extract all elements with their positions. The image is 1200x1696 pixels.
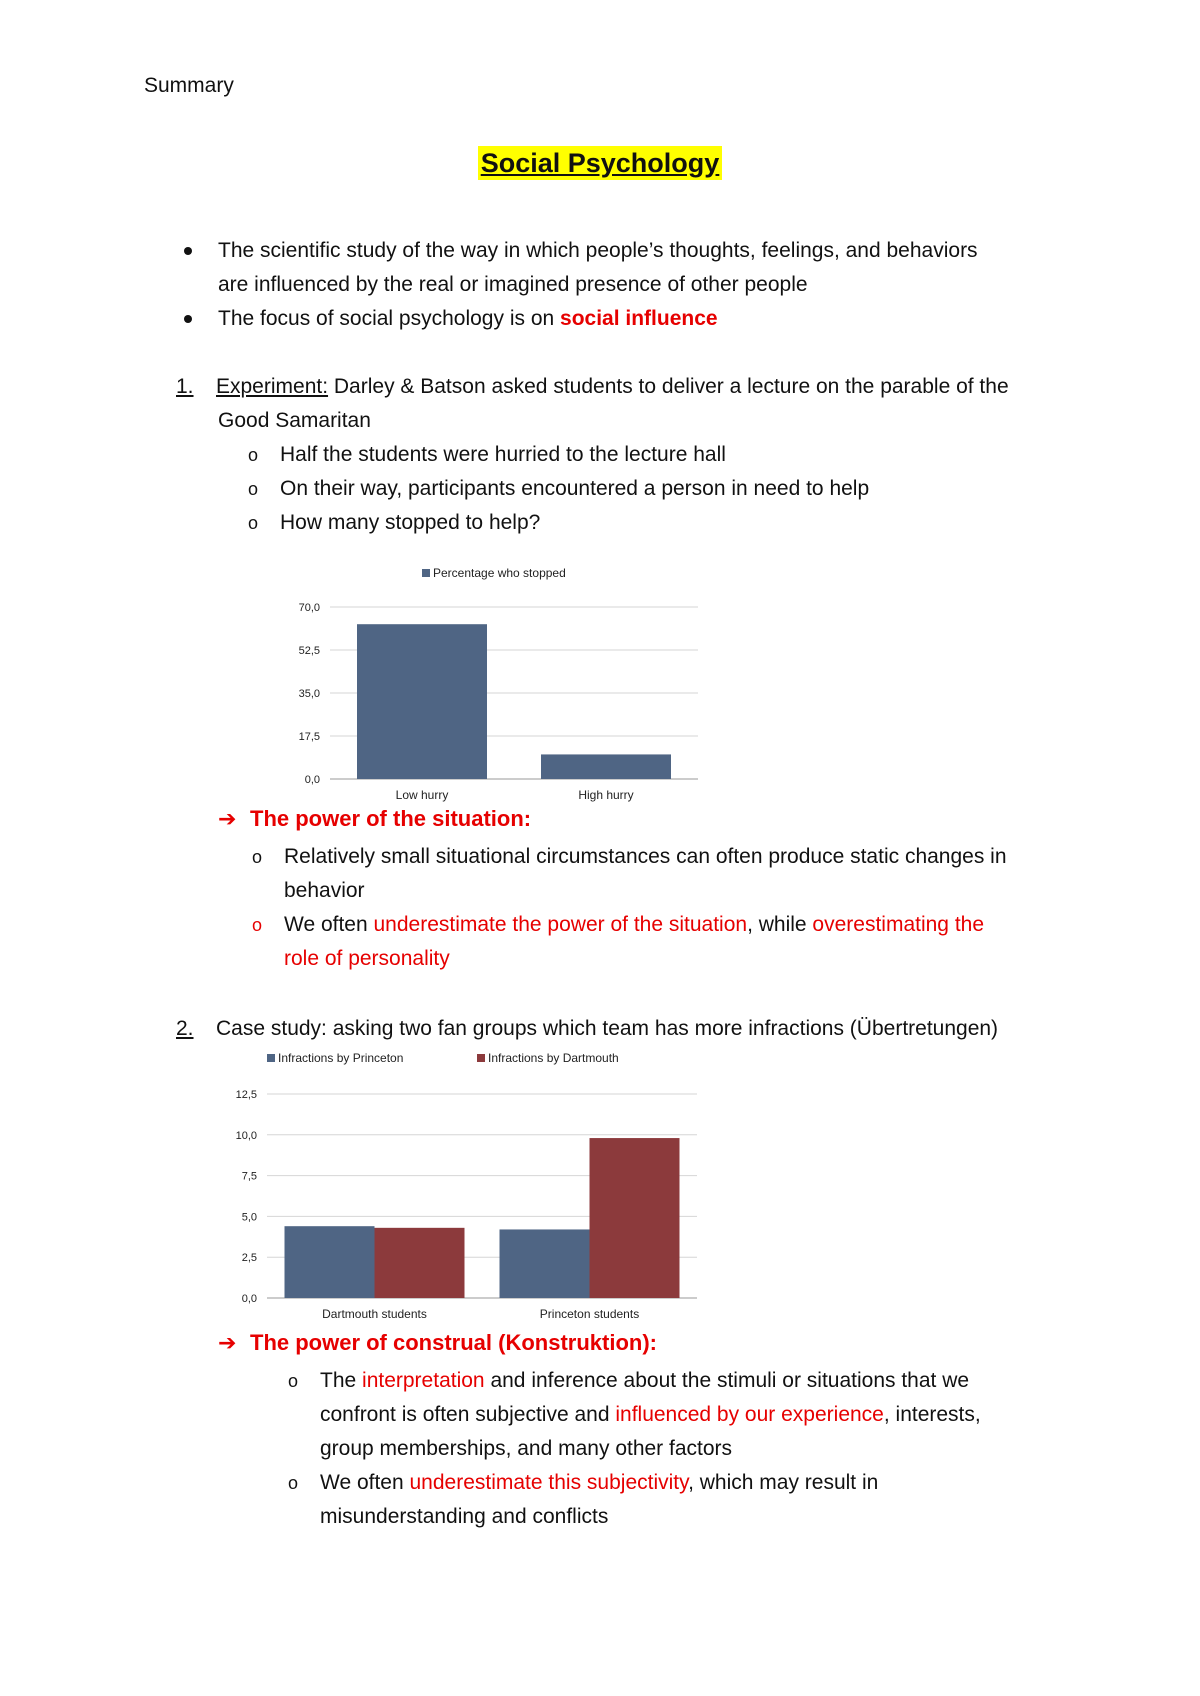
conclusion-construal	[218, 1330, 657, 1356]
highlight-text: underestimate this subjectivity	[409, 1471, 689, 1494]
title-container	[0, 146, 1200, 180]
legend-label: Percentage who stopped	[433, 566, 566, 580]
legend-swatch	[477, 1054, 485, 1062]
highlight-text: overestimating the	[812, 913, 985, 936]
bar	[375, 1228, 465, 1298]
section-text: Case study: asking two fan groups which team has more infractions (Übertretungen)	[216, 1017, 999, 1040]
y-tick-label: 70,0	[298, 602, 320, 614]
list-item-text: and inference about the stimuli or situations that we	[484, 1369, 970, 1392]
experiment-list	[248, 438, 1076, 540]
conclusion-situation	[218, 806, 531, 832]
list-item	[248, 472, 1076, 506]
circle-bullet-icon: o	[288, 1473, 299, 1493]
list-item	[248, 438, 1076, 472]
list-item-text: misunderstanding and conflicts	[320, 1505, 609, 1528]
bar	[590, 1138, 680, 1298]
highlight-text: role of personality	[284, 947, 450, 970]
legend-label: Infractions by Princeton	[278, 1051, 404, 1065]
list-item-text: group memberships, and many other factors	[320, 1437, 733, 1460]
section-experiment	[176, 370, 1076, 540]
highlight-text: underestimate the power of the situation	[373, 913, 748, 936]
section-heading	[176, 370, 1076, 404]
bullet-text: The scientific study of the way in which people’s thoughts, feelings, and behaviors	[218, 239, 978, 262]
x-tick-label: Princeton students	[539, 1307, 640, 1321]
list-item-text: On their way, participants encountered a person in need to help	[280, 477, 870, 500]
bullet-dot-icon	[184, 247, 192, 255]
list-item	[288, 1466, 1088, 1534]
list-item	[252, 908, 1102, 976]
list-item-text: The	[320, 1369, 363, 1392]
bullet-text: The focus of social psychology is on	[218, 307, 561, 330]
list-item-text: How many stopped to help?	[280, 511, 541, 534]
bar	[500, 1229, 590, 1298]
list-item-text: Half the students were hurried to the lecture hall	[280, 443, 726, 466]
chart-percentage-stopped	[280, 555, 710, 805]
bar	[541, 754, 671, 779]
x-tick-label: High hurry	[578, 788, 634, 802]
construal-points	[288, 1364, 1088, 1534]
section-text: Darley & Batson asked students to deliver a lecture on the parable of the	[328, 375, 1009, 398]
legend-swatch	[267, 1054, 275, 1062]
intro-bullet-list	[176, 234, 1076, 336]
x-tick-label: Low hurry	[395, 788, 449, 802]
intro-bullet	[176, 302, 1076, 336]
circle-bullet-icon: o	[248, 513, 259, 533]
list-item-text: behavior	[284, 879, 365, 902]
list-item-text: , interests,	[883, 1403, 981, 1426]
list-item	[288, 1364, 1088, 1466]
highlight-text: interpretation	[362, 1369, 485, 1392]
bar	[285, 1226, 375, 1298]
y-tick-label: 52,5	[298, 645, 320, 657]
construal-list	[288, 1364, 1088, 1534]
section-number: 2.	[176, 1017, 194, 1040]
section-text-cont: Good Samaritan	[218, 409, 371, 432]
situation-points	[252, 840, 1102, 976]
chart-infractions	[215, 1040, 715, 1330]
y-tick-label: 17,5	[298, 731, 320, 743]
list-item-text: We often	[284, 913, 374, 936]
x-tick-label: Dartmouth students	[322, 1307, 427, 1321]
y-tick-label: 2,5	[241, 1252, 257, 1265]
list-item-text: Relatively small situational circumstances can often produce static changes in	[284, 845, 1007, 868]
conclusion-text: The power of the situation:	[250, 806, 532, 831]
bar	[357, 624, 487, 779]
y-tick-label: 10,0	[235, 1129, 257, 1142]
situation-list	[252, 840, 1102, 976]
y-tick-label: 12,5	[235, 1089, 257, 1101]
y-tick-label: 5,0	[241, 1211, 257, 1224]
y-tick-label: 35,0	[298, 688, 320, 700]
circle-bullet-icon: o	[252, 915, 263, 935]
list-item-text: , while	[747, 913, 813, 936]
y-tick-label: 0,0	[304, 774, 320, 786]
page-header: Summary	[144, 74, 234, 97]
list-item	[252, 840, 1102, 908]
circle-bullet-icon: o	[288, 1371, 299, 1391]
list-item-text: , which may result in	[688, 1471, 879, 1494]
list-item-text: confront is often subjective and	[320, 1403, 616, 1426]
bullet-text: are influenced by the real or imagined presence of other people	[218, 273, 808, 296]
legend-label: Infractions by Dartmouth	[488, 1051, 619, 1065]
section-label: Experiment:	[216, 375, 329, 398]
circle-bullet-icon: o	[248, 479, 259, 499]
intro-bullet	[176, 234, 1076, 302]
bullet-dot-icon	[184, 315, 192, 323]
highlight-text: influenced by our experience	[615, 1403, 884, 1426]
conclusion-text: The power of construal (Konstruktion):	[250, 1330, 657, 1355]
list-item-text: We often	[320, 1471, 410, 1494]
arrow-right-icon: ➔	[218, 1330, 237, 1355]
y-tick-label: 0,0	[241, 1293, 257, 1305]
section-number: 1.	[176, 375, 194, 398]
highlight-text: social influence	[560, 307, 718, 330]
arrow-right-icon: ➔	[218, 806, 237, 831]
page-title: Social Psychology	[478, 146, 723, 180]
legend-swatch	[422, 569, 430, 577]
list-item	[248, 506, 1076, 540]
circle-bullet-icon: o	[252, 847, 263, 867]
y-tick-label: 7,5	[241, 1170, 257, 1183]
circle-bullet-icon: o	[248, 445, 259, 465]
